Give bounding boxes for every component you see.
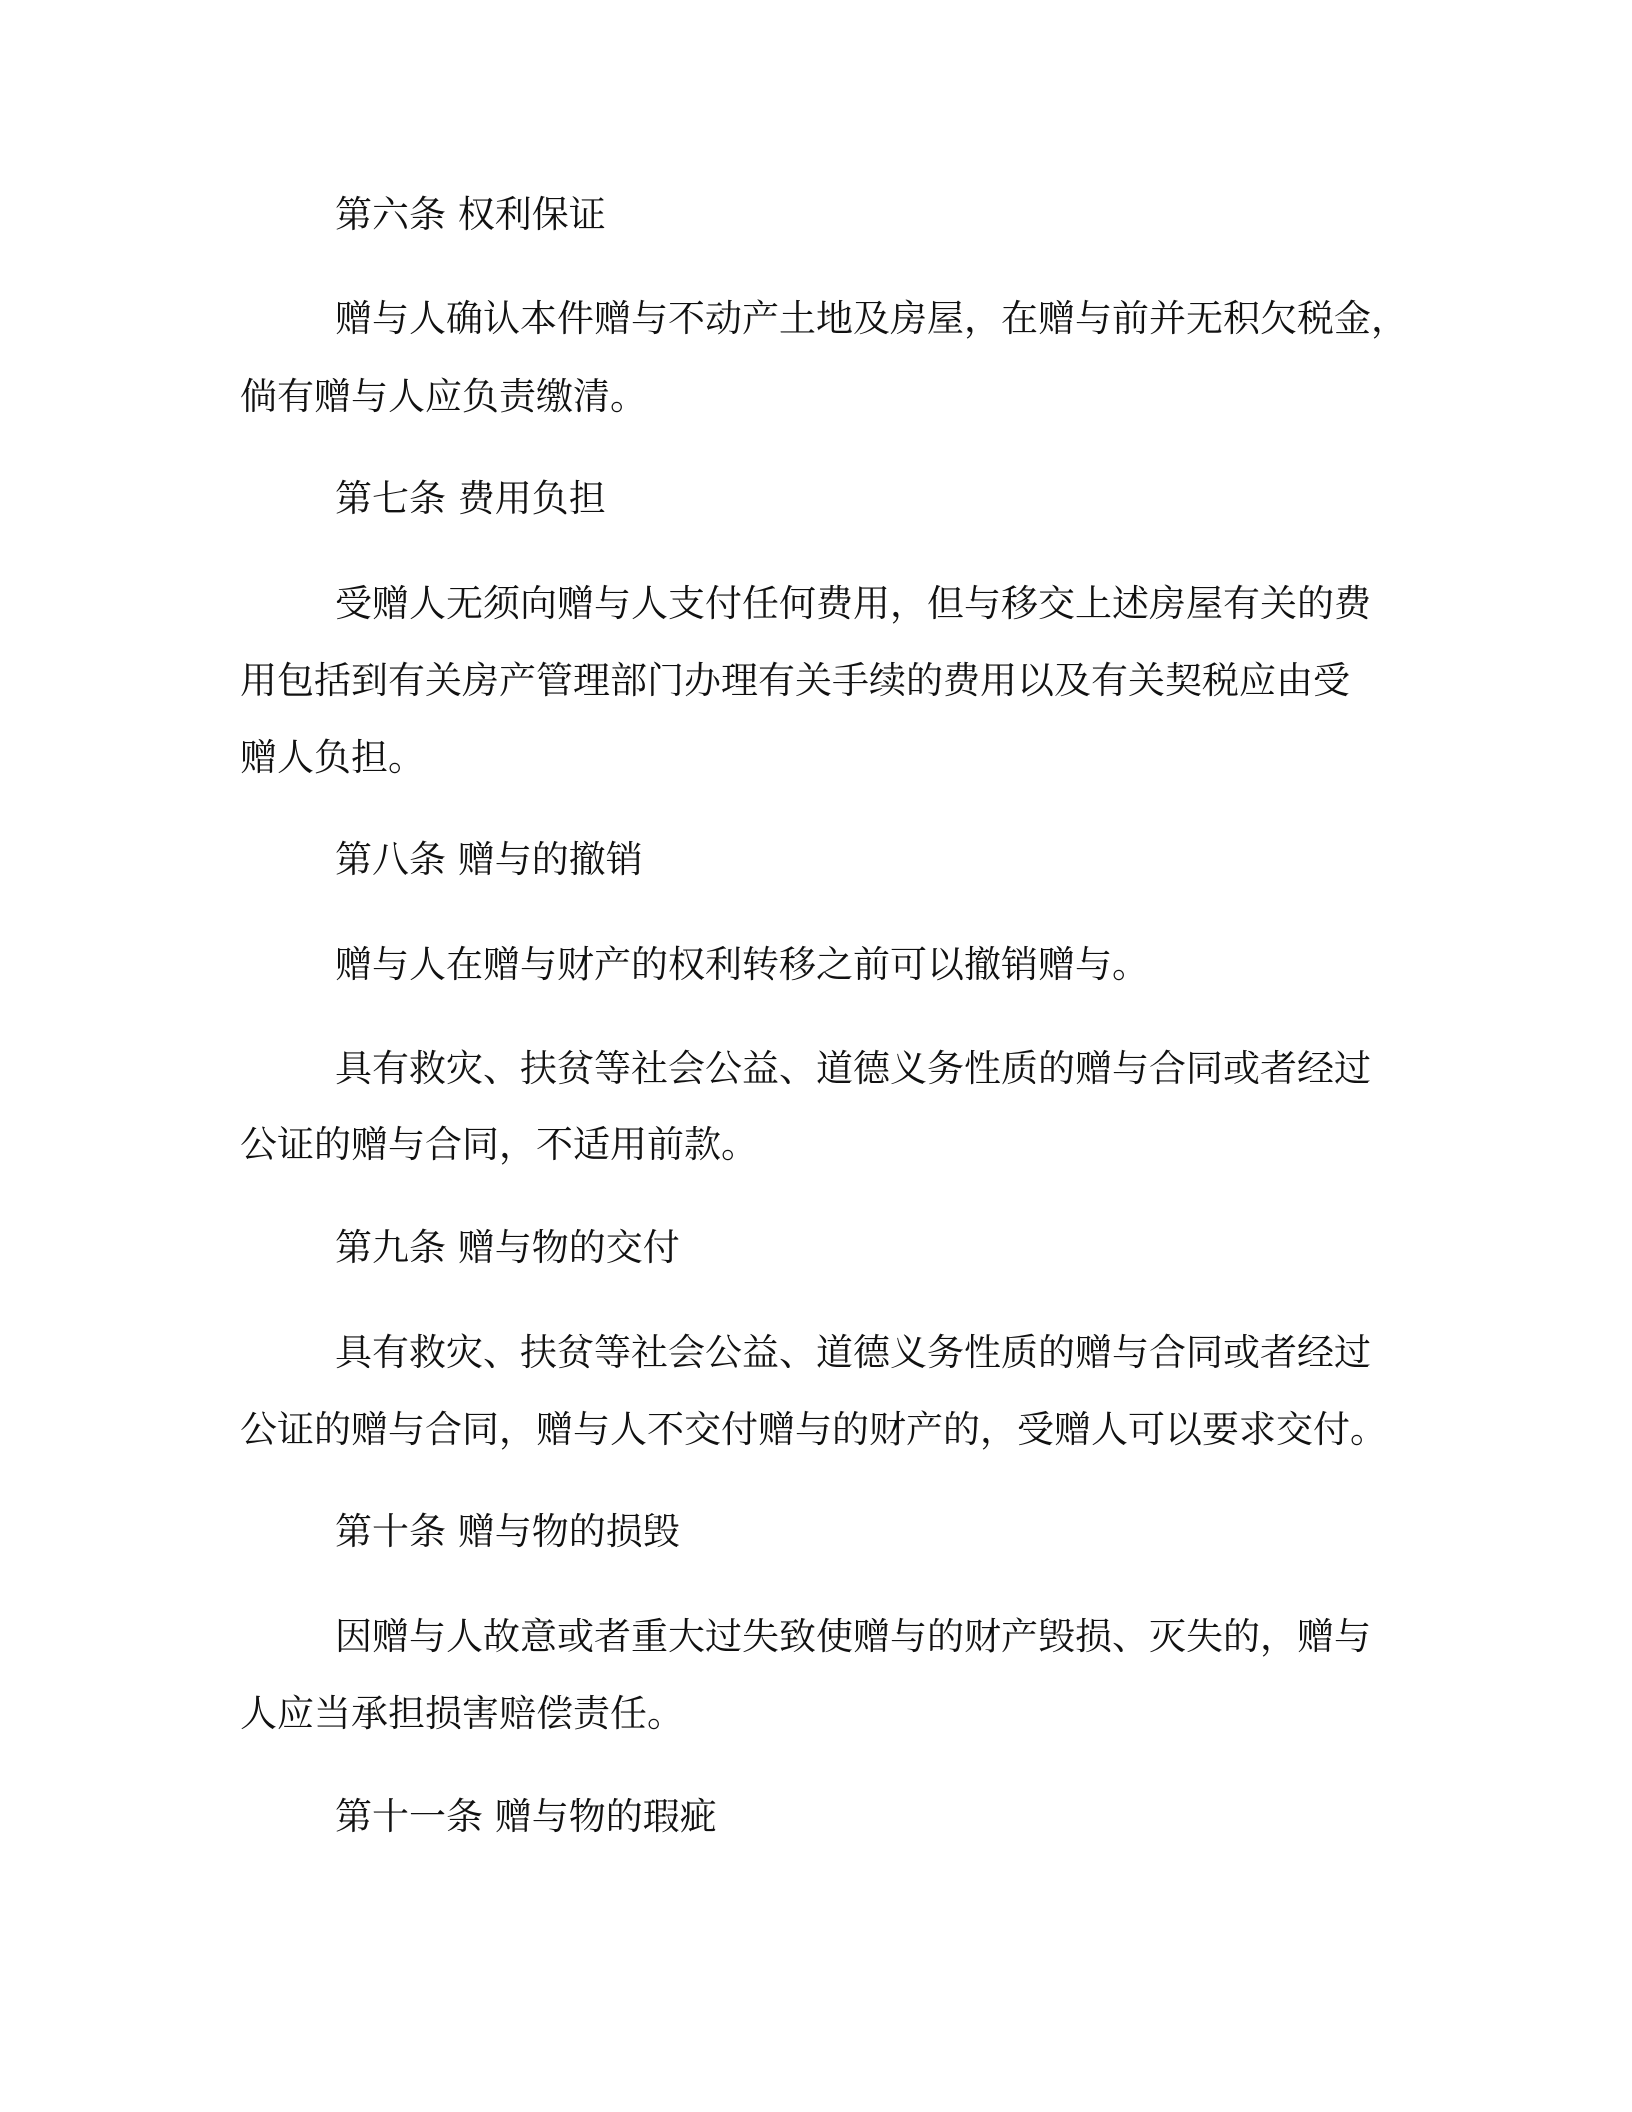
article-7-paragraph-line-2: 用包括到有关房产管理部门办理有关手续的费用以及有关契税应由受: [240, 659, 1350, 702]
article-8-heading: 第八条 赠与的撤销: [335, 838, 643, 881]
article-7-paragraph-line-3: 赠人负担。: [240, 736, 425, 779]
article-8-paragraph-1: 赠与人在赠与财产的权利转移之前可以撤销赠与。: [335, 943, 1149, 986]
article-8-paragraph-2-line-1: 具有救灾、扶贫等社会公益、道德义务性质的赠与合同或者经过: [335, 1047, 1371, 1090]
article-9-heading: 第九条 赠与物的交付: [335, 1226, 680, 1269]
article-10-paragraph-line-2: 人应当承担损害赔偿责任。: [240, 1692, 684, 1735]
article-8-paragraph-2-line-2: 公证的赠与合同，不适用前款。: [240, 1123, 758, 1166]
article-6-paragraph-line-2: 倘有赠与人应负责缴清。: [240, 375, 647, 418]
article-6-heading: 第六条 权利保证: [335, 193, 606, 236]
article-7-paragraph-line-1: 受赠人无须向赠与人支付任何费用，但与移交上述房屋有关的费: [335, 582, 1371, 625]
article-11-heading: 第十一条 赠与物的瑕疵: [335, 1795, 717, 1838]
article-9-paragraph-line-2: 公证的赠与合同，赠与人不交付赠与的财产的，受赠人可以要求交付。: [240, 1408, 1387, 1451]
article-7-heading: 第七条 费用负担: [335, 477, 606, 520]
article-10-paragraph-line-1: 因赠与人故意或者重大过失致使赠与的财产毁损、灭失的，赠与: [335, 1615, 1371, 1658]
article-6-paragraph-line-1: 赠与人确认本件赠与不动产土地及房屋，在赠与前并无积欠税金，: [335, 297, 1408, 340]
article-9-paragraph-line-1: 具有救灾、扶贫等社会公益、道德义务性质的赠与合同或者经过: [335, 1331, 1371, 1374]
article-10-heading: 第十条 赠与物的损毁: [335, 1510, 680, 1553]
